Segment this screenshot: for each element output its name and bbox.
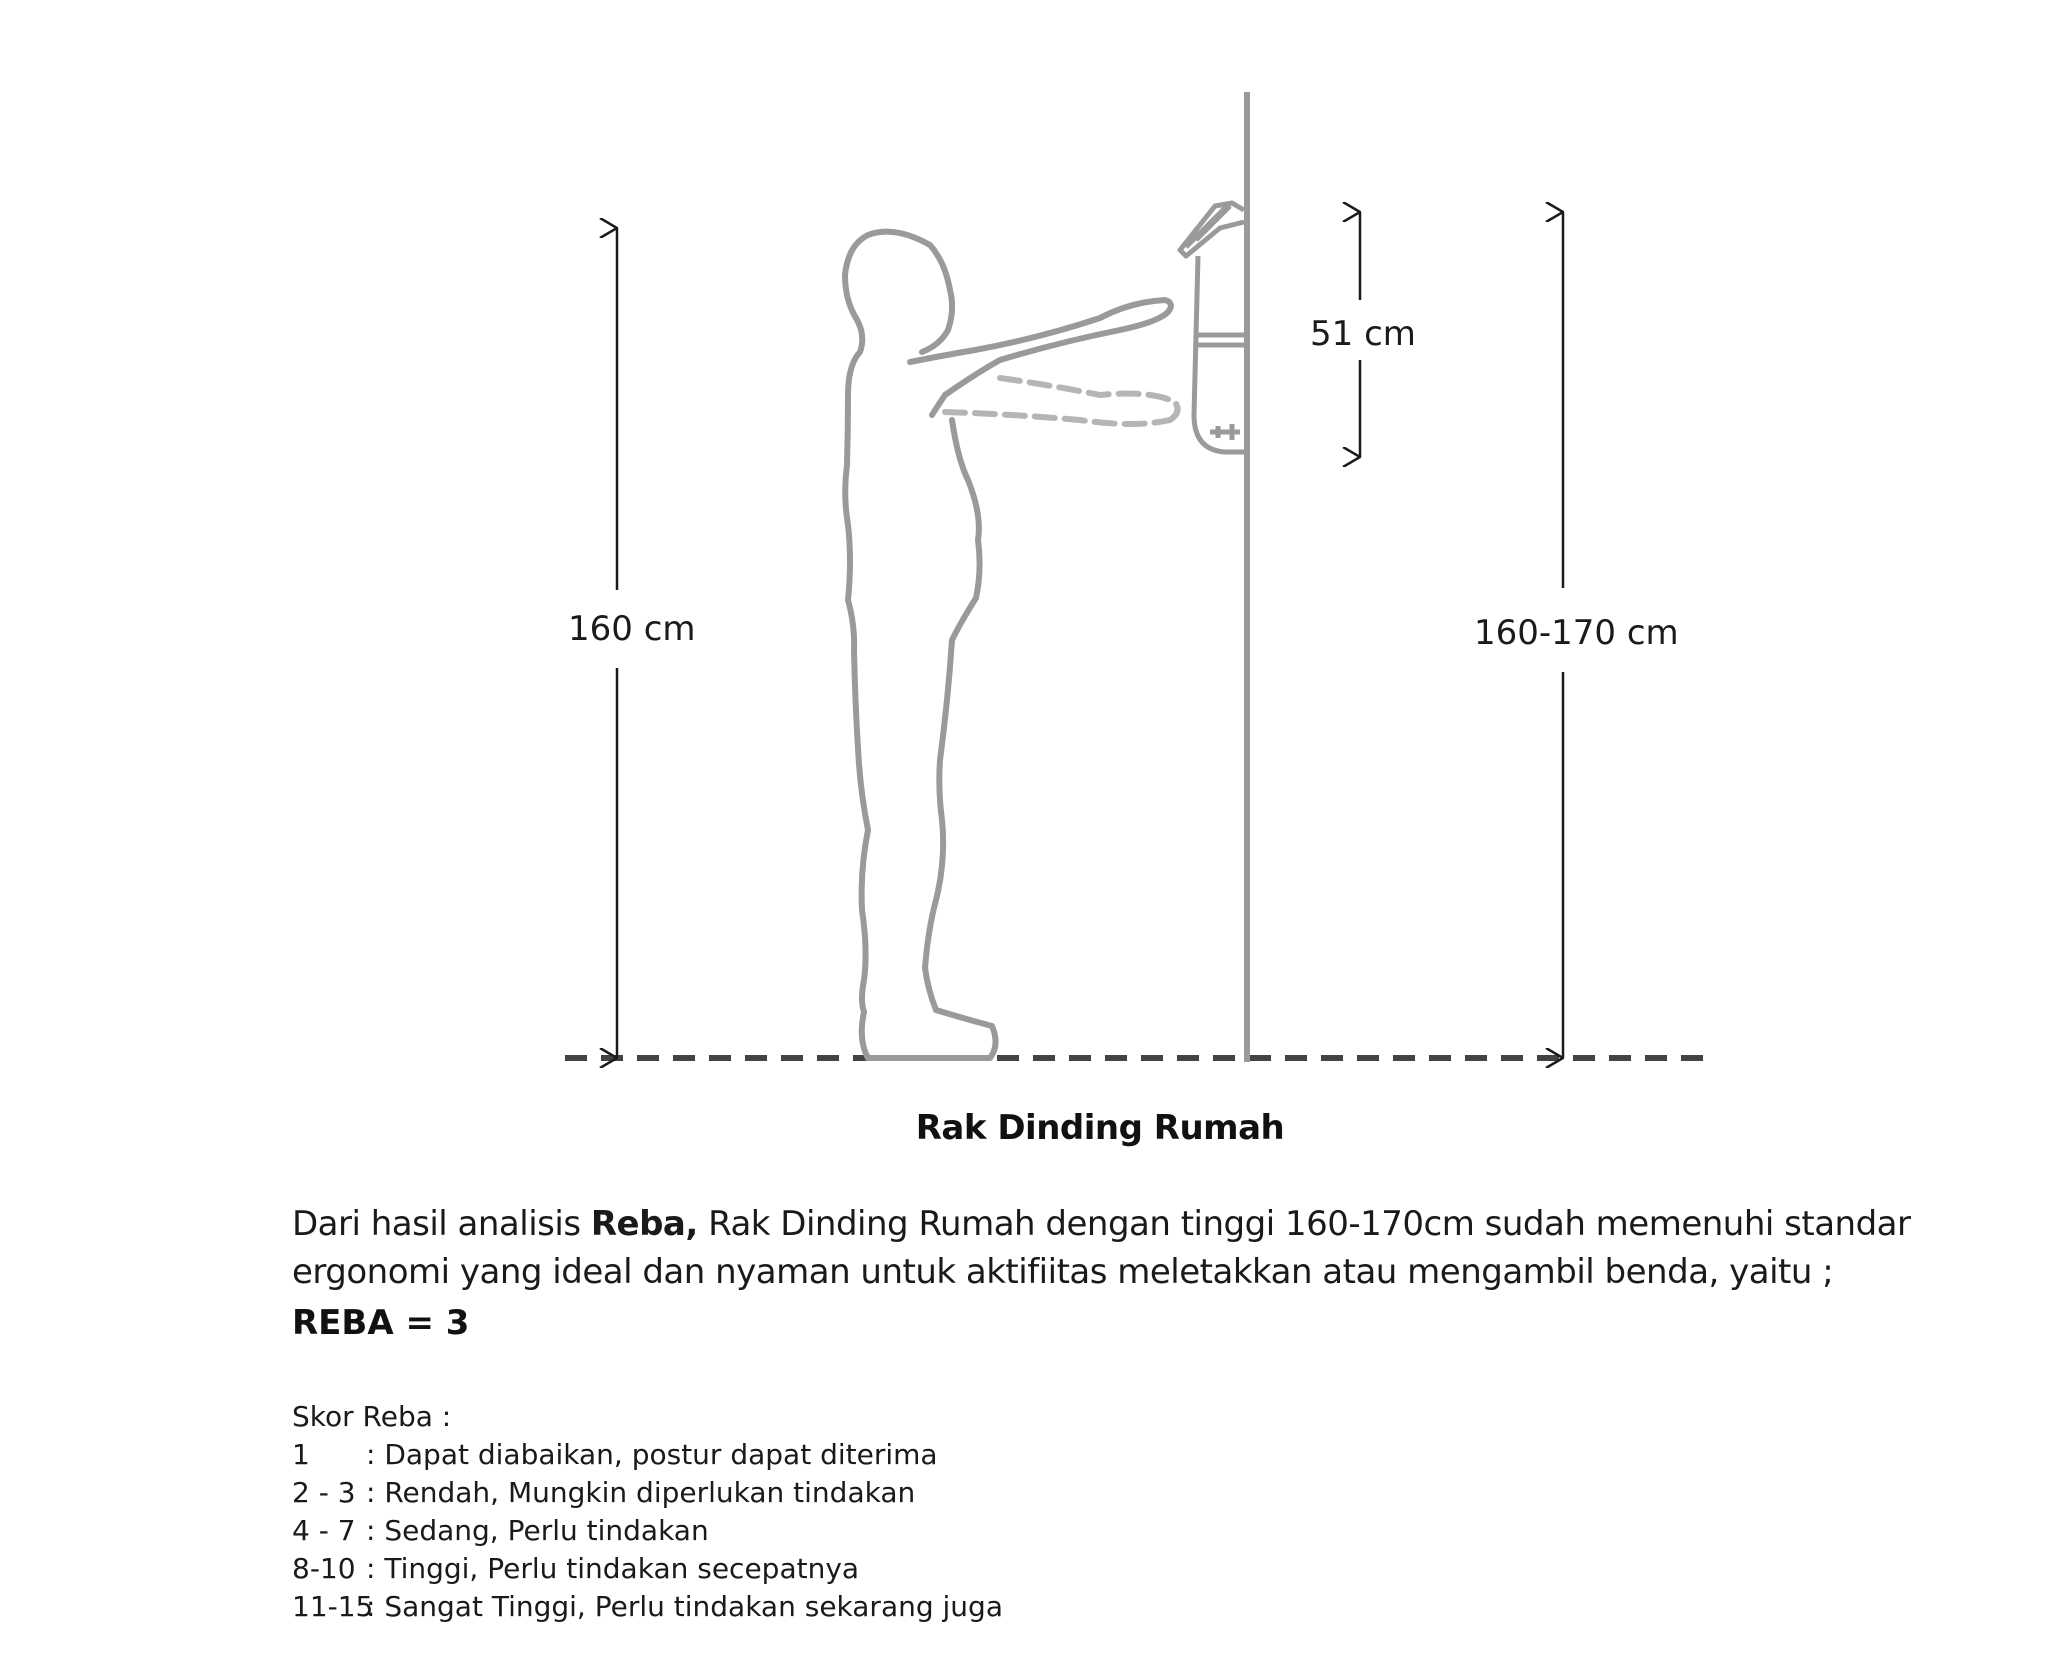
wall-shelf [1180,203,1244,452]
reba-score-legend [292,1398,1003,1626]
legend-description: : Sangat Tinggi, Perlu tindakan sekarang juga [366,1590,1003,1623]
legend-score: 2 - 3 [292,1476,356,1509]
legend-description: : Dapat diabaikan, postur dapat diterima [366,1438,938,1471]
analysis-line-2: ergonomi yang ideal dan nyaman untuk aktifiitas meletakkan atau mengambil benda, yaitu ; [292,1252,1834,1292]
analysis-method: Reba, [590,1204,698,1244]
analysis-line-1 [292,1200,1992,1248]
legend-item [292,1474,1003,1512]
legend-score: 11-15 [292,1590,374,1623]
legend-title: Skor Reba : [292,1400,452,1433]
label-160-170cm: 160-170 cm [1474,613,1679,653]
legend-score: 1 [292,1438,310,1471]
legend-description: : Tinggi, Perlu tindakan secepatnya [366,1552,860,1585]
legend-item [292,1550,1003,1588]
legend-item [292,1588,1003,1626]
legend-item [292,1512,1003,1550]
reba-result: REBA = 3 [292,1303,470,1343]
person-arm-lowered [945,378,1178,424]
diagram-caption: Rak Dinding Rumah [915,1108,1285,1148]
legend-description: : Rendah, Mungkin diperlukan tindakan [366,1476,916,1509]
analysis-text [292,1200,1992,1296]
legend-score: 8-10 [292,1552,356,1585]
person-figure [845,232,1171,1058]
label-51cm: 51 cm [1310,314,1416,354]
legend-description: : Sedang, Perlu tindakan [366,1514,709,1547]
analysis-suffix: Rak Dinding Rumah dengan tinggi 160-170cm sudah memenuhi standar [697,1204,1911,1244]
analysis-prefix: Dari hasil analisis [292,1204,591,1244]
label-160cm: 160 cm [568,609,696,649]
legend-score: 4 - 7 [292,1514,356,1547]
legend-item [292,1436,1003,1474]
